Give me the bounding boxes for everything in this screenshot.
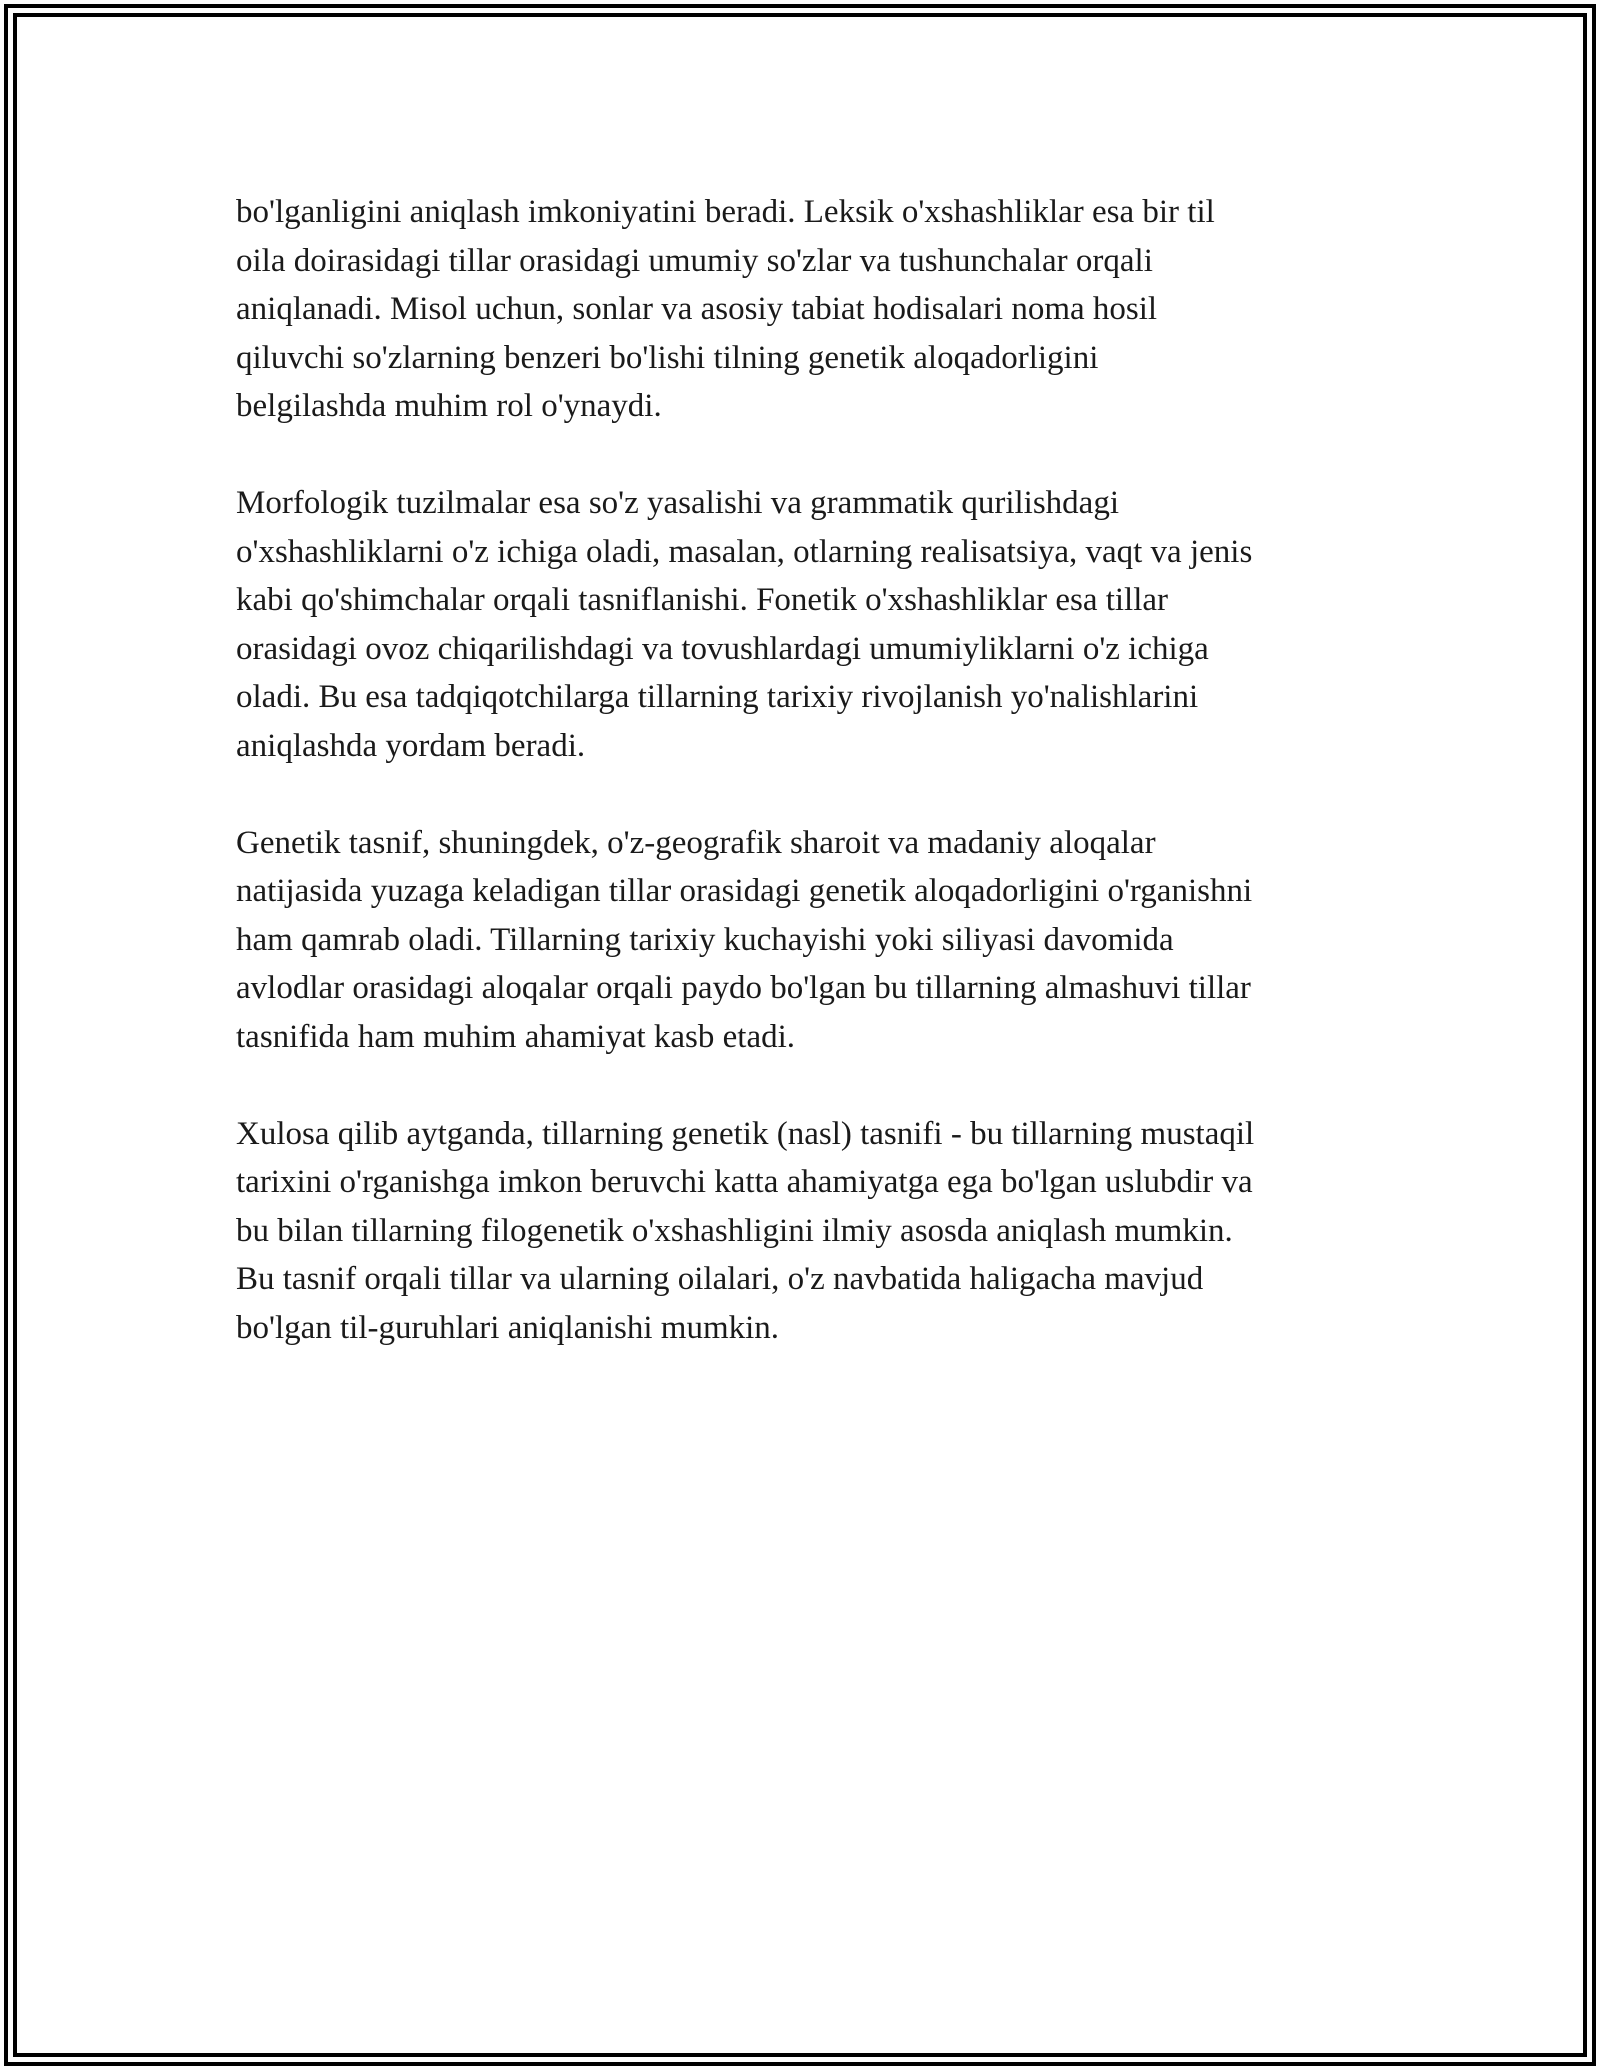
text-line: Xulosa qilib aytganda, tillarning genetik (nasl) tasnifi - bu tillarning mustaqil xyxy=(236,1115,1255,1152)
text-line: Morfologik tuzilmalar esa so'z yasalishi va grammatik qurilishdagi xyxy=(236,485,1119,521)
text-line: natijasida yuzaga keladigan tillar orasidagi genetik aloqadorligini o'rganishni xyxy=(236,873,1253,909)
text-line: bo'lganligini aniqlash imkoniyatini beradi. Leksik o'xshashliklar esa bir til xyxy=(236,194,1215,230)
text-line: avlodlar orasidagi aloqalar orqali paydo bo'lgan bu tillarning almashuvi tillar xyxy=(236,970,1251,1006)
text-line: qiluvchi so'zlarning benzeri bo'lishi tilning genetik aloqadorligini xyxy=(236,339,1099,376)
text-line: oladi. Bu esa tadqiqotchilarga tillarning tarixiy rivojlanish yo'nalishlarini xyxy=(236,679,1199,715)
text-line: oila doirasidagi tillar orasidagi umumiy so'zlar va tushunchalar orqali xyxy=(236,242,1153,279)
text-line: Genetik tasnif, shuningdek, o'z-geografik sharoit va madaniy aloqalar xyxy=(236,824,1156,861)
text-line: tarixini o'rganishga imkon beruvchi katta ahamiyatga ega bo'lgan uslubdir va xyxy=(236,1164,1253,1200)
paragraph-2 xyxy=(236,479,1376,770)
text-line: o'xshashliklarni o'z ichiga oladi, masalan, otlarning realisatsiya, vaqt va jenis xyxy=(236,533,1253,570)
text-line: orasidagi ovoz chiqarilishdagi va tovushlardagi umumiyliklarni o'z ichiga xyxy=(236,630,1209,667)
page-body xyxy=(236,188,1376,1401)
paragraph-1 xyxy=(236,188,1376,431)
text-line: belgilashda muhim rol o'ynaydi. xyxy=(236,388,662,424)
text-line: aniqlashda yordam beradi. xyxy=(236,727,586,764)
text-line: tasnifida ham muhim ahamiyat kasb etadi. xyxy=(236,1018,796,1055)
paragraph-4 xyxy=(236,1110,1376,1353)
text-line: aniqlanadi. Misol uchun, sonlar va asosiy tabiat hodisalari noma hosil xyxy=(236,291,1158,327)
text-line: ham qamrab oladi. Tillarning tarixiy kuchayishi yoki siliyasi davomida xyxy=(236,921,1174,958)
text-line: Bu tasnif orqali tillar va ularning oilalari, o'z navbatida haligacha mavjud xyxy=(236,1261,1204,1297)
text-line: bo'lgan til-guruhlari aniqlanishi mumkin. xyxy=(236,1309,780,1346)
text-line: bu bilan tillarning filogenetik o'xshashligini ilmiy asosda aniqlash mumkin. xyxy=(236,1212,1233,1249)
paragraph-3 xyxy=(236,819,1376,1062)
text-line: kabi qo'shimchalar orqali tasniflanishi. Fonetik o'xshashliklar esa tillar xyxy=(236,582,1169,618)
